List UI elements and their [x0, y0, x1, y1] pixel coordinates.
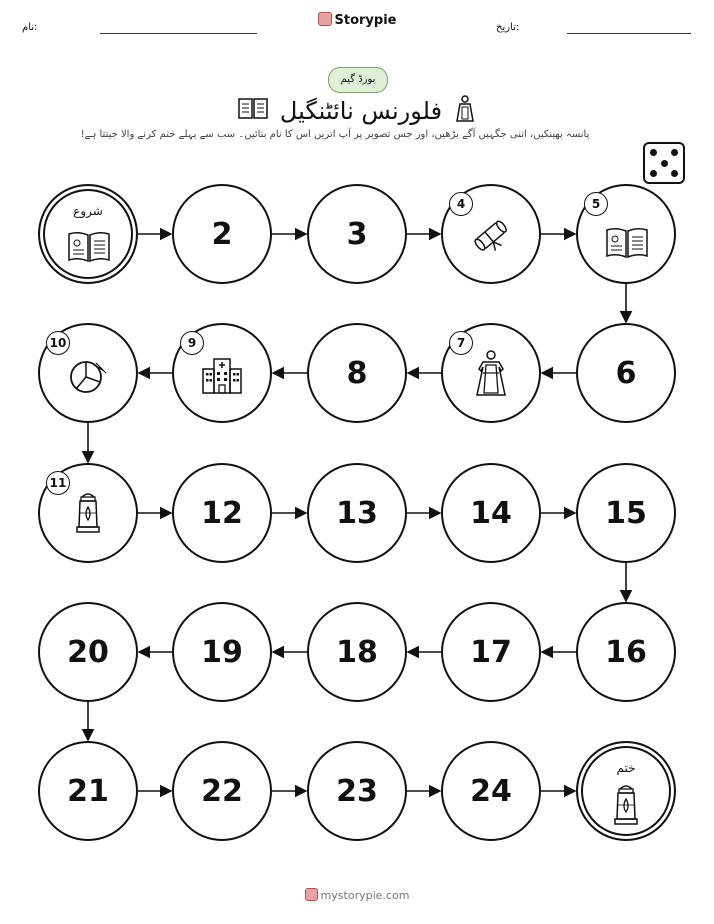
space-number-badge: 5: [584, 192, 608, 216]
end-label: ختم: [616, 761, 636, 775]
board-space-22: [172, 741, 272, 841]
space-number: 3: [346, 216, 368, 252]
footer-url: mystorypie.com: [320, 889, 410, 902]
board-space-13: [307, 463, 407, 563]
space-number: 2: [211, 216, 233, 252]
space-number-badge: 10: [46, 331, 70, 355]
space-number: 21: [67, 773, 109, 809]
board-space-25: [576, 741, 676, 841]
board-space-8: [307, 323, 407, 423]
space-number: 19: [201, 634, 243, 670]
instructions: پانسہ پھینکیں، اتنی جگہیں آگے بڑھیں، اور جس تصویر پر آپ اتریں اس کا نام بتائیں۔ سب سے پہلے ختم کرنے والا جیتتا ہے!: [80, 129, 590, 140]
page-title: فلورنس نائٹنگیل: [279, 97, 443, 125]
space-number: 13: [336, 495, 378, 531]
footer: [0, 888, 714, 902]
board-space-23: [307, 741, 407, 841]
name-label: نام:: [22, 22, 38, 33]
board-space-15: [576, 463, 676, 563]
space-number: 14: [470, 495, 512, 531]
board-space-17: [441, 602, 541, 702]
space-number-badge: 11: [46, 471, 70, 495]
space-number: 16: [605, 634, 647, 670]
board-game-badge: بورڈ گیم: [328, 67, 388, 93]
board-space-4: [441, 184, 541, 284]
board-space-16: [576, 602, 676, 702]
board-space-21: [38, 741, 138, 841]
space-number-badge: 9: [180, 331, 204, 355]
space-number: 18: [336, 634, 378, 670]
space-number-badge: 4: [449, 192, 473, 216]
board-space-11: [38, 463, 138, 563]
board-space-19: [172, 602, 272, 702]
space-number: 6: [615, 355, 637, 391]
board-space-3: [307, 184, 407, 284]
space-number: 17: [470, 634, 512, 670]
space-number: 22: [201, 773, 243, 809]
space-number: 20: [67, 634, 109, 670]
board-space-2: [172, 184, 272, 284]
board-space-9: [172, 323, 272, 423]
space-number: 24: [470, 773, 512, 809]
space-number: 8: [346, 355, 368, 391]
board-space-7: [441, 323, 541, 423]
storypie-logo-icon: [305, 888, 318, 901]
start-label: شروع: [73, 204, 103, 218]
board-space-5: [576, 184, 676, 284]
board-space-14: [441, 463, 541, 563]
board-space-6: [576, 323, 676, 423]
space-number: 23: [336, 773, 378, 809]
board-space-20: [38, 602, 138, 702]
space-number: 12: [201, 495, 243, 531]
board-space-12: [172, 463, 272, 563]
board-space-24: [441, 741, 541, 841]
date-label: تاریخ:: [496, 22, 520, 33]
space-number: 15: [605, 495, 647, 531]
board-space-18: [307, 602, 407, 702]
space-number-badge: 7: [449, 331, 473, 355]
board-space-10: [38, 323, 138, 423]
brand-name: Storypie: [334, 13, 397, 28]
board-space-1: [38, 184, 138, 284]
